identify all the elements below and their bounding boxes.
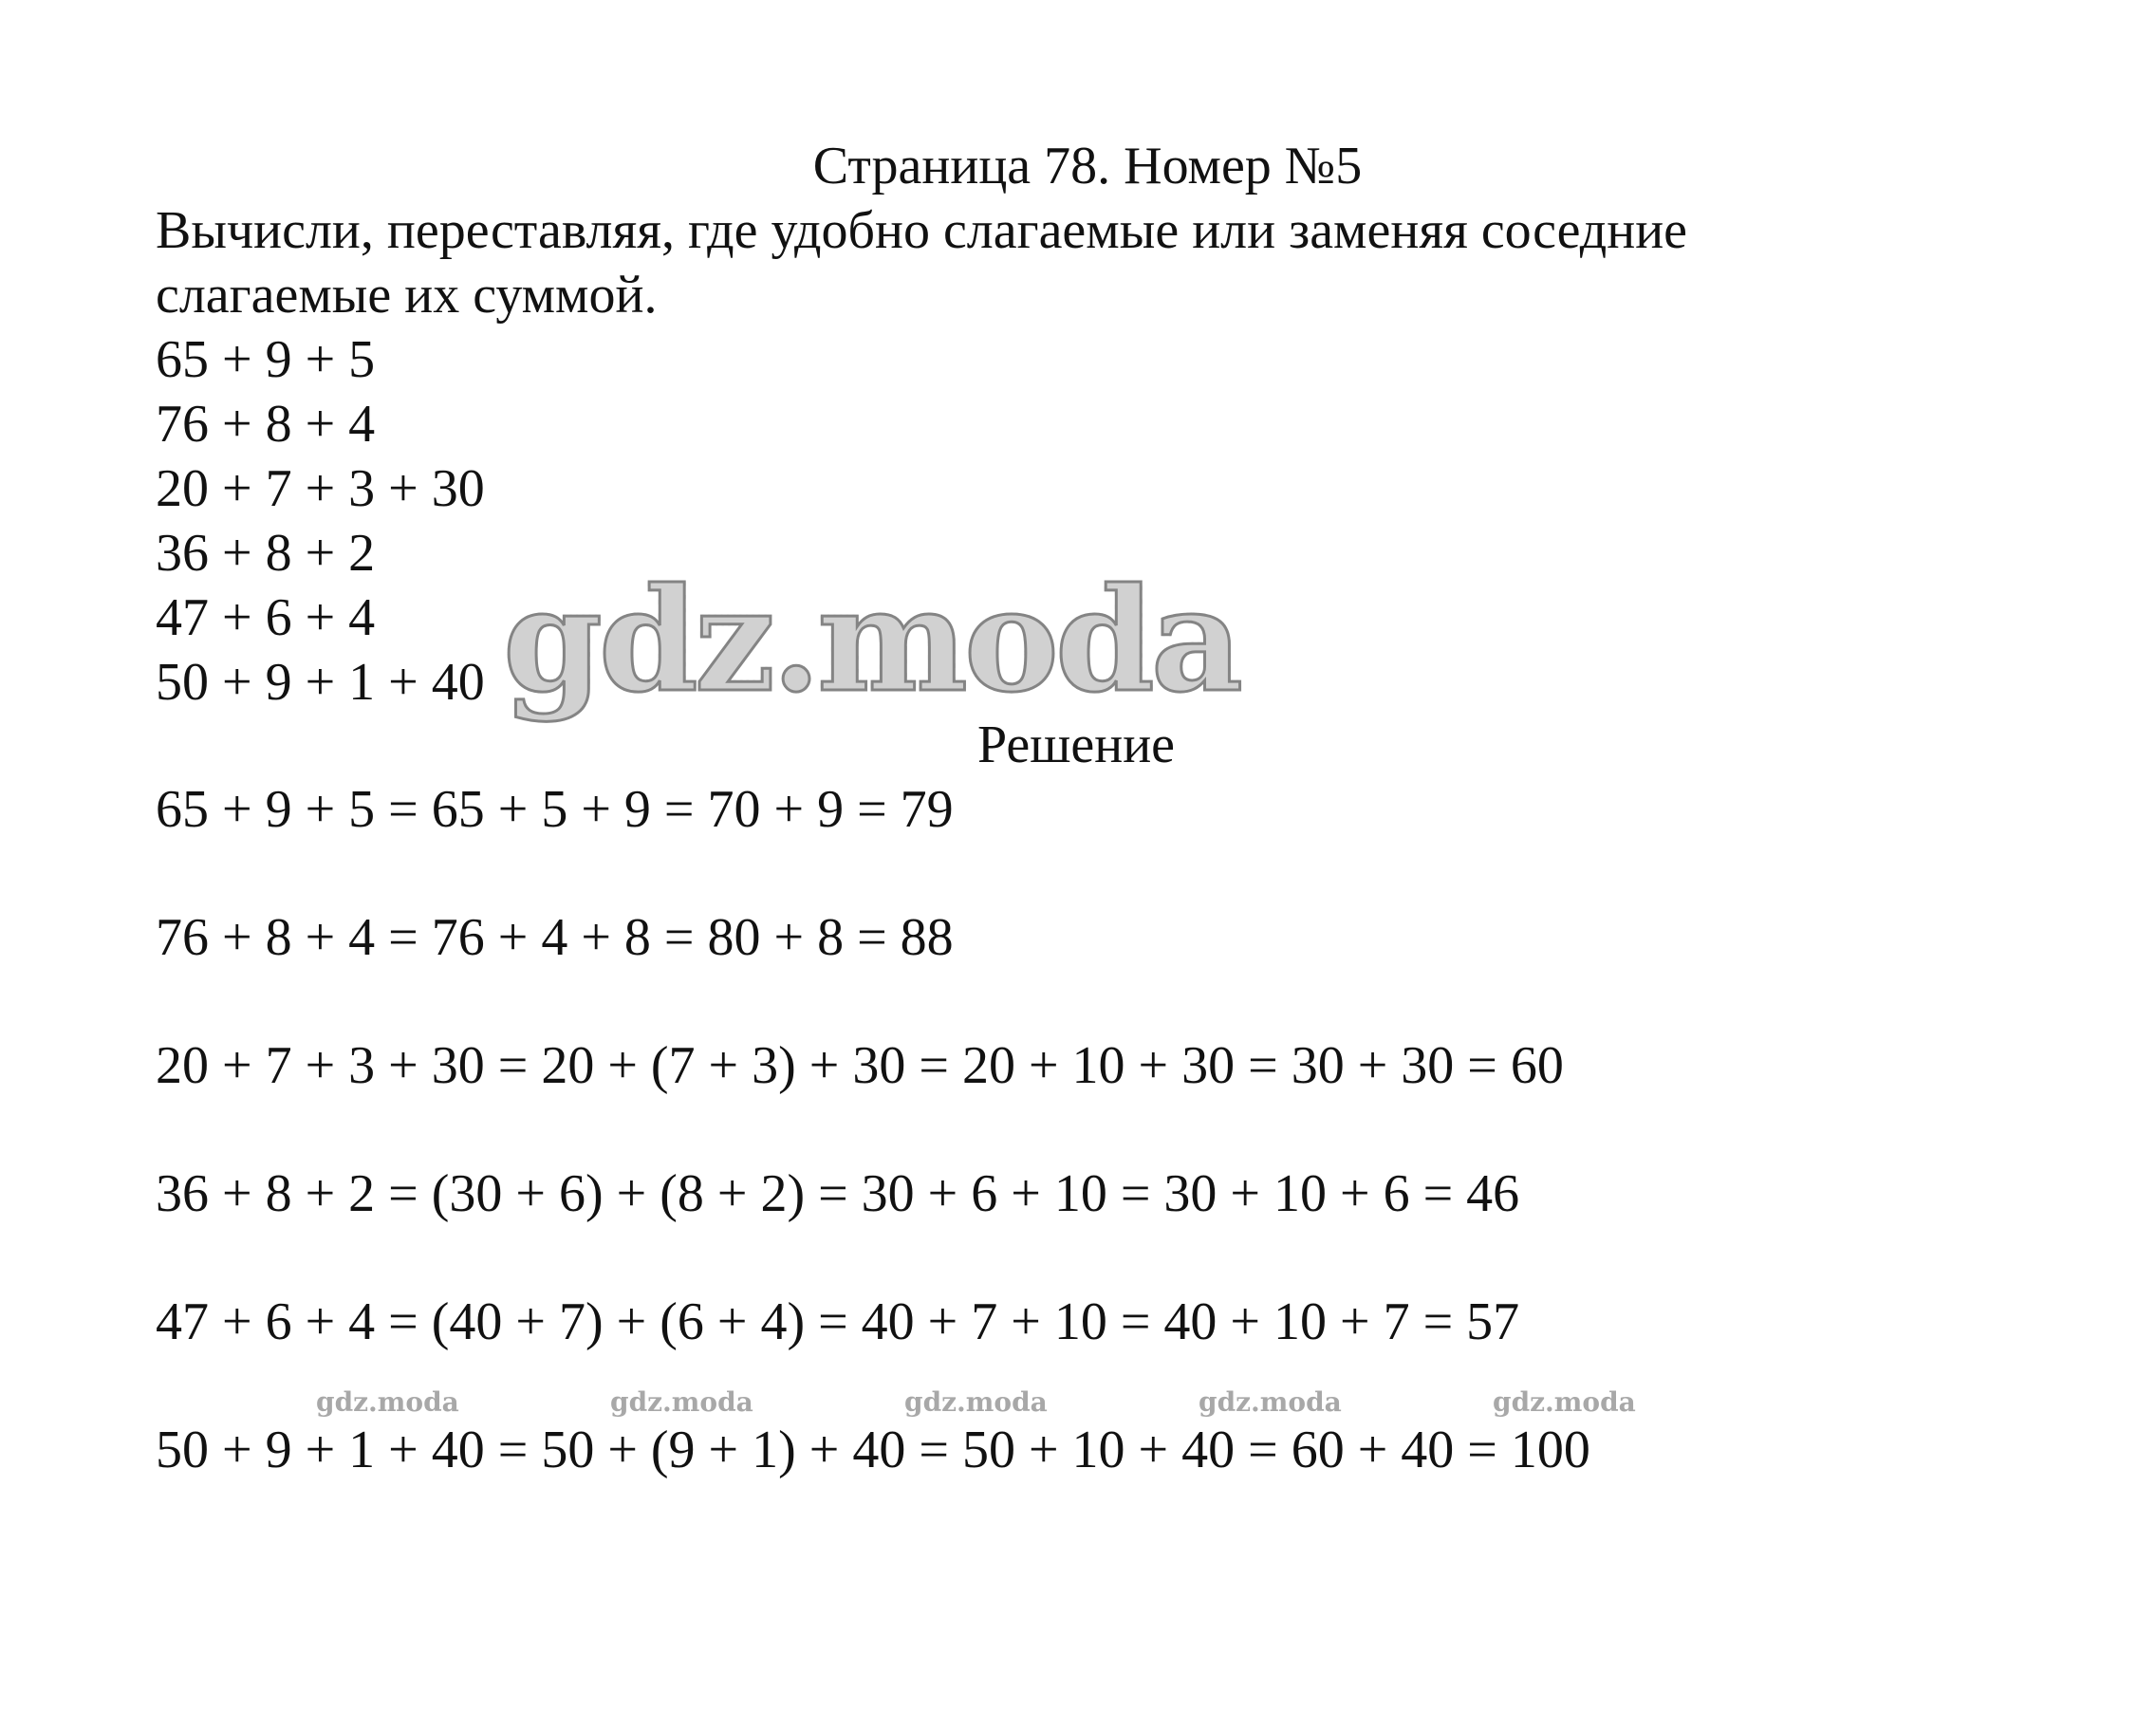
solution-line: 65 + 9 + 5 = 65 + 5 + 9 = 70 + 9 = 79 [156,780,954,839]
task-expression: 47 + 6 + 4 [156,588,376,647]
watermark-logo: gdz.moda [503,557,1240,724]
solution-line: 36 + 8 + 2 = (30 + 6) + (8 + 2) = 30 + 6 + 10 = 30 + 10 + 6 = 46 [156,1164,1520,1223]
solution-line: 76 + 8 + 4 = 76 + 4 + 8 = 80 + 8 = 88 [156,908,954,967]
task-expression: 50 + 9 + 1 + 40 [156,653,485,712]
watermark-small: gdz.moda [1493,1386,1636,1418]
solution-line: 47 + 6 + 4 = (40 + 7) + (6 + 4) = 40 + 7 + 10 = 40 + 10 + 7 = 57 [156,1292,1520,1351]
solution-line: 50 + 9 + 1 + 40 = 50 + (9 + 1) + 40 = 50 + 10 + 40 = 60 + 40 = 100 [156,1421,1590,1479]
solution-line: 20 + 7 + 3 + 30 = 20 + (7 + 3) + 30 = 20 + 10 + 30 = 30 + 30 = 60 [156,1036,1564,1095]
task-expression: 76 + 8 + 4 [156,395,376,454]
watermark-small: gdz.moda [904,1386,1048,1418]
task-expression: 20 + 7 + 3 + 30 [156,459,485,518]
solution-heading: Решение [977,716,1176,774]
watermark-small: gdz.moda [1199,1386,1342,1418]
task-statement-line-1: Вычисли, переставляя, где удобно слагаемые или заменяя соседние [156,201,1688,260]
watermark-small: gdz.moda [316,1386,459,1418]
watermark-small: gdz.moda [610,1386,753,1418]
task-expression: 36 + 8 + 2 [156,524,376,583]
task-statement-line-2: слагаемые их суммой. [156,266,658,325]
task-expression: 65 + 9 + 5 [156,330,376,389]
page-title: Страница 78. Номер №5 [812,137,1363,195]
